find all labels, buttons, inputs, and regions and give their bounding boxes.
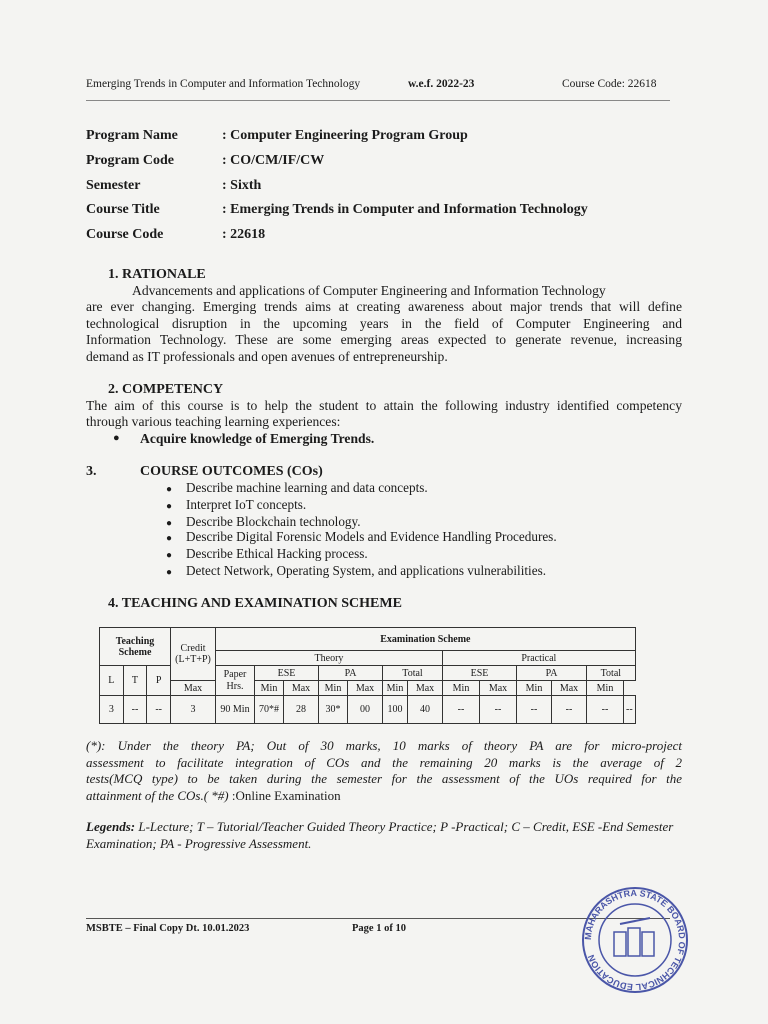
competency-line: The aim of this course is to help the student to attain the following industry identified competency: [86, 398, 682, 413]
ese-header: ESE: [443, 666, 517, 681]
outcomes-heading: COURSE OUTCOMES (COs): [140, 464, 323, 479]
min-header: Min: [383, 681, 408, 696]
note-line: (*): Under the theory PA; Out of 30 marks, 10 marks of theory PA are for micro-project: [86, 738, 682, 753]
outcome-text: Describe Blockchain technology.: [186, 514, 361, 529]
scheme-table: [99, 627, 636, 724]
header-left: Emerging Trends in Computer and Information Technology: [86, 78, 361, 90]
header-center: w.e.f. 2022-23: [408, 78, 475, 90]
bullet-icon: ●: [166, 518, 173, 529]
board-seal-icon: [580, 880, 690, 1000]
legend-text: L-Lecture; T – Tutorial/Teacher Guided Theory Practice; P -Practical; C – Credit, ESE -End Semester Examination; PA - Progressive Assessment.: [86, 819, 674, 851]
bullet-icon: ●: [166, 501, 173, 512]
bullet-icon: ●: [113, 432, 120, 444]
table-cell: 70*#: [255, 696, 284, 724]
rationale-line: Information Technology. These are some emerging areas expected to generate revenue, increasing: [86, 332, 682, 347]
min-header: Min: [319, 681, 348, 696]
info-value-program-code: : CO/CM/IF/CW: [222, 153, 325, 168]
max-header: Max: [348, 681, 383, 696]
total-header: Total: [383, 666, 443, 681]
teaching-scheme-header: Teaching Scheme: [100, 628, 171, 666]
info-label-semester: Semester: [86, 178, 141, 193]
max-header: Max: [171, 681, 216, 696]
note-line: assessment to facilitate integration of COs and the remaining 20 marks is the average of 2: [86, 755, 682, 770]
table-cell: --: [552, 696, 587, 724]
rationale-heading: 1. RATIONALE: [108, 267, 206, 282]
outcome-text: Describe machine learning and data concepts.: [186, 480, 428, 495]
outcome-text: Describe Digital Forensic Models and Evidence Handling Procedures.: [186, 529, 557, 544]
min-header: Min: [587, 681, 624, 696]
tutorial-col: T: [123, 666, 147, 696]
info-label-program-code: Program Code: [86, 153, 174, 168]
ese-header: ESE: [255, 666, 319, 681]
outcomes-number: 3.: [86, 464, 97, 479]
table-cell: 3: [100, 696, 124, 724]
scheme-heading: 4. TEACHING AND EXAMINATION SCHEME: [108, 596, 402, 611]
table-cell: --: [587, 696, 624, 724]
total-header: Total: [587, 666, 636, 681]
table-cell: 90 Min: [216, 696, 255, 724]
table-cell: --: [443, 696, 480, 724]
legend-label: Legends:: [86, 819, 136, 834]
outcome-item: [166, 480, 428, 496]
seal-text: MAHARASHTRA STATE BOARD OF TECHNICAL EDUCATION: [582, 887, 688, 993]
outcome-text: Interpret IoT concepts.: [186, 497, 307, 512]
bullet-icon: ●: [166, 484, 173, 495]
table-cell: 40: [408, 696, 443, 724]
max-header: Max: [408, 681, 443, 696]
header-right: Course Code: 22618: [562, 78, 657, 90]
table-cell: --: [517, 696, 552, 724]
note-line: attainment of the COs.( *#): [86, 788, 229, 803]
table-cell: --: [147, 696, 171, 724]
outcome-text: Detect Network, Operating System, and applications vulnerabilities.: [186, 563, 546, 578]
table-cell: 100: [383, 696, 408, 724]
max-header: Max: [552, 681, 587, 696]
online-exam-note: :Online Examination: [231, 788, 341, 803]
outcome-item: [166, 514, 361, 530]
max-header: Max: [284, 681, 319, 696]
competency-heading: 2. COMPETENCY: [108, 382, 224, 397]
outcome-text: Describe Ethical Hacking process.: [186, 546, 368, 561]
bullet-icon: ●: [166, 567, 173, 578]
practical-col: P: [147, 666, 171, 696]
competency-bullet: Acquire knowledge of Emerging Trends.: [140, 431, 375, 446]
rationale-line: Advancements and applications of Computer Engineering and Information Technology: [132, 283, 606, 298]
table-cell: 28: [284, 696, 319, 724]
outcome-item: [166, 546, 368, 562]
rationale-line: are ever changing. Emerging trends aims at creating awareness about major trends that will define: [86, 299, 682, 314]
note-line-last: [86, 788, 341, 805]
min-header: Min: [255, 681, 284, 696]
exam-scheme-header: Examination Scheme: [216, 628, 636, 651]
info-label-course-code: Course Code: [86, 227, 164, 242]
footer-page: Page 1 of 10: [352, 923, 406, 934]
theory-header: Theory: [216, 651, 443, 666]
max-header: Max: [480, 681, 517, 696]
pa-header: PA: [517, 666, 587, 681]
competency-line: through various teaching learning experiences:: [86, 414, 341, 429]
lecture-col: L: [100, 666, 124, 696]
footer-left: MSBTE – Final Copy Dt. 10.01.2023: [86, 923, 250, 934]
outcome-item: [166, 563, 546, 579]
bullet-icon: ●: [166, 550, 173, 561]
pa-header: PA: [319, 666, 383, 681]
table-cell: 3: [171, 696, 216, 724]
info-value-course-title: : Emerging Trends in Computer and Information Technology: [222, 202, 588, 217]
info-value-program-name: : Computer Engineering Program Group: [222, 128, 468, 143]
outcome-item: [166, 529, 557, 545]
rationale-line: technological disruption in the upcoming years in the field of Computer Engineering and: [86, 316, 682, 331]
min-header: Min: [443, 681, 480, 696]
table-cell: --: [123, 696, 147, 724]
info-value-course-code: : 22618: [222, 227, 266, 242]
table-cell: 30*: [319, 696, 348, 724]
table-cell: --: [480, 696, 517, 724]
rationale-line: demand as IT professionals and open avenues of entrepreneurship.: [86, 349, 448, 364]
header-rule: [86, 100, 670, 101]
practical-header: Practical: [443, 651, 636, 666]
info-label-course-title: Course Title: [86, 202, 160, 217]
table-cell: 00: [348, 696, 383, 724]
note-line: tests(MCQ type) to be taken during the semester for the assessment of the UOs required for the: [86, 771, 682, 786]
paper-hrs-header: Paper Hrs.: [216, 666, 255, 696]
info-value-semester: : Sixth: [222, 178, 262, 193]
info-label-program-name: Program Name: [86, 128, 178, 143]
outcome-item: [166, 497, 306, 513]
bullet-icon: ●: [166, 533, 173, 544]
credit-header: Credit (L+T+P): [171, 628, 216, 681]
legend: [86, 818, 682, 852]
table-cell: --: [624, 696, 636, 724]
min-header: Min: [517, 681, 552, 696]
